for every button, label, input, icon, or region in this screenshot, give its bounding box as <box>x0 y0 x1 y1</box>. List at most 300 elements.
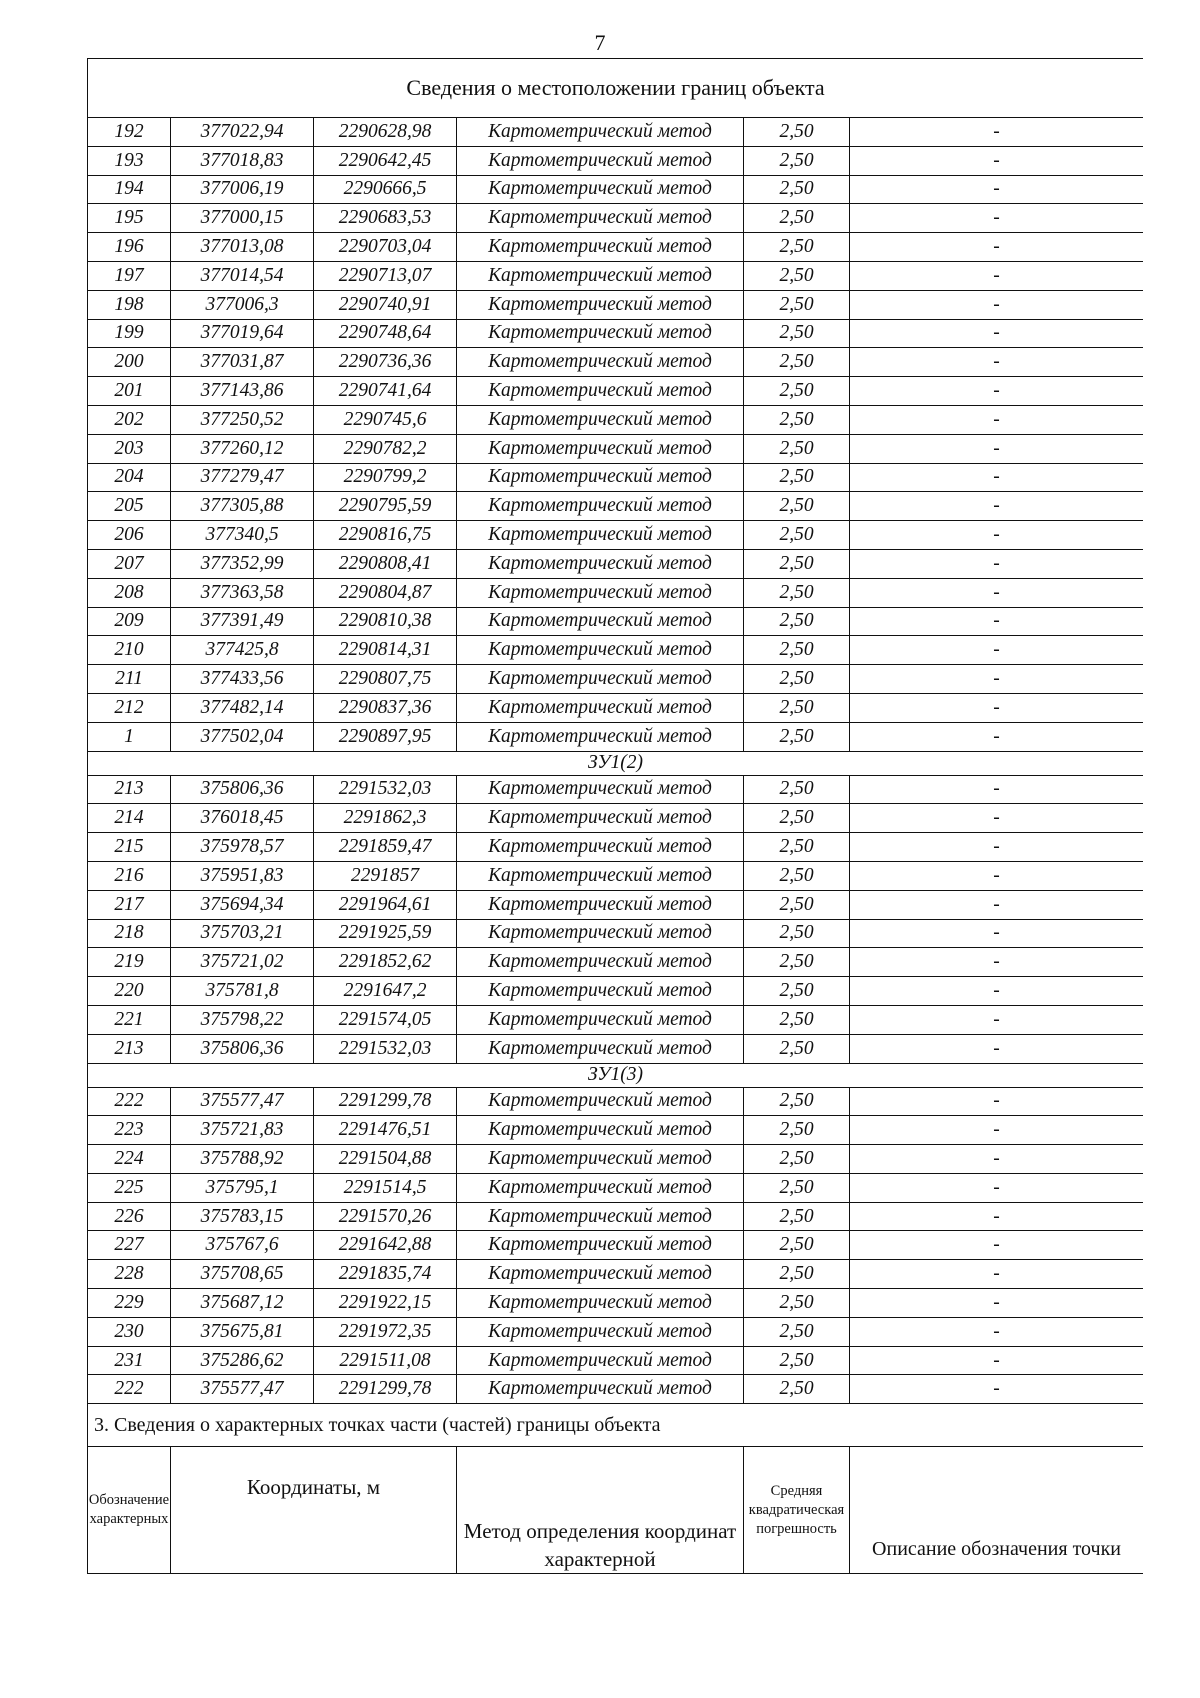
method-cell: Картометрический метод <box>457 233 744 262</box>
coord-y-cell: 2290808,41 <box>314 549 457 578</box>
coord-y-cell: 2290666,5 <box>314 175 457 204</box>
method-cell: Картометрический метод <box>457 492 744 521</box>
error-cell: 2,50 <box>744 348 850 377</box>
description-cell: - <box>850 1260 1144 1289</box>
error-cell: 2,50 <box>744 1260 850 1289</box>
table-row <box>88 233 1144 262</box>
coord-x-cell: 375703,21 <box>171 919 314 948</box>
point-id-cell: 225 <box>88 1173 171 1202</box>
coord-y-cell: 2291514,5 <box>314 1173 457 1202</box>
method-cell: Картометрический метод <box>457 919 744 948</box>
description-cell: - <box>850 175 1144 204</box>
description-cell: - <box>850 118 1144 147</box>
description-cell: - <box>850 919 1144 948</box>
error-cell: 2,50 <box>744 578 850 607</box>
coord-y-cell: 2290837,36 <box>314 693 457 722</box>
point-id-cell: 1 <box>88 722 171 751</box>
coord-x-cell: 375577,47 <box>171 1375 314 1404</box>
error-cell: 2,50 <box>744 377 850 406</box>
table-row <box>88 348 1144 377</box>
coord-x-cell: 377340,5 <box>171 521 314 550</box>
table-row <box>88 1005 1144 1034</box>
coord-y-cell: 2290897,95 <box>314 722 457 751</box>
description-cell: - <box>850 1087 1144 1116</box>
point-id-cell: 231 <box>88 1346 171 1375</box>
coord-y-cell: 2290814,31 <box>314 636 457 665</box>
point-id-cell: 208 <box>88 578 171 607</box>
error-cell: 2,50 <box>744 977 850 1006</box>
coord-x-cell: 377019,64 <box>171 319 314 348</box>
method-cell: Картометрический метод <box>457 463 744 492</box>
table-row <box>88 1116 1144 1145</box>
coord-x-cell: 377143,86 <box>171 377 314 406</box>
error-cell: 2,50 <box>744 233 850 262</box>
table-row <box>88 1034 1144 1063</box>
coord-y-cell: 2290782,2 <box>314 434 457 463</box>
point-id-cell: 223 <box>88 1116 171 1145</box>
coord-x-cell: 375767,6 <box>171 1231 314 1260</box>
coord-y-cell: 2290740,91 <box>314 290 457 319</box>
method-cell: Картометрический метод <box>457 722 744 751</box>
method-cell: Картометрический метод <box>457 607 744 636</box>
description-cell: - <box>850 861 1144 890</box>
table-row <box>88 948 1144 977</box>
coord-y-cell: 2291570,26 <box>314 1202 457 1231</box>
table-row <box>88 261 1144 290</box>
description-cell: - <box>850 146 1144 175</box>
description-cell: - <box>850 1289 1144 1318</box>
description-cell: - <box>850 693 1144 722</box>
coord-x-cell: 377363,58 <box>171 578 314 607</box>
method-cell: Картометрический метод <box>457 861 744 890</box>
designation-header: Обозначение характерных <box>88 1447 171 1574</box>
error-cell: 2,50 <box>744 175 850 204</box>
point-id-cell: 229 <box>88 1289 171 1318</box>
coord-x-cell: 377031,87 <box>171 348 314 377</box>
coord-y-cell: 2291642,88 <box>314 1231 457 1260</box>
error-cell: 2,50 <box>744 693 850 722</box>
table-row <box>88 204 1144 233</box>
coord-y-cell: 2291476,51 <box>314 1116 457 1145</box>
description-cell: - <box>850 1145 1144 1174</box>
error-cell: 2,50 <box>744 775 850 804</box>
method-cell: Картометрический метод <box>457 665 744 694</box>
description-cell: - <box>850 636 1144 665</box>
table-row <box>88 977 1144 1006</box>
method-cell: Картометрический метод <box>457 1289 744 1318</box>
description-cell: - <box>850 1173 1144 1202</box>
point-id-cell: 198 <box>88 290 171 319</box>
description-cell: - <box>850 1202 1144 1231</box>
point-id-cell: 204 <box>88 463 171 492</box>
description-cell: - <box>850 578 1144 607</box>
coord-y-cell: 2291299,78 <box>314 1087 457 1116</box>
method-cell: Картометрический метод <box>457 1116 744 1145</box>
point-id-cell: 217 <box>88 890 171 919</box>
table-row <box>88 665 1144 694</box>
method-cell: Картометрический метод <box>457 261 744 290</box>
table-row <box>88 693 1144 722</box>
point-id-cell: 222 <box>88 1087 171 1116</box>
coord-x-cell: 375694,34 <box>171 890 314 919</box>
coord-x-cell: 377006,3 <box>171 290 314 319</box>
point-id-cell: 227 <box>88 1231 171 1260</box>
description-cell: - <box>850 405 1144 434</box>
error-cell: 2,50 <box>744 146 850 175</box>
point-id-cell: 212 <box>88 693 171 722</box>
coord-x-cell: 375286,62 <box>171 1346 314 1375</box>
coord-x-cell: 375806,36 <box>171 775 314 804</box>
point-id-cell: 197 <box>88 261 171 290</box>
table-row <box>88 1346 1144 1375</box>
coord-y-cell: 2290795,59 <box>314 492 457 521</box>
table-title: Сведения о местоположении границ объекта <box>88 59 1144 118</box>
point-id-cell: 200 <box>88 348 171 377</box>
point-id-cell: 194 <box>88 175 171 204</box>
method-cell: Картометрический метод <box>457 1260 744 1289</box>
method-cell: Картометрический метод <box>457 1202 744 1231</box>
coord-y-cell: 2291964,61 <box>314 890 457 919</box>
point-id-cell: 195 <box>88 204 171 233</box>
description-cell: - <box>850 977 1144 1006</box>
coord-x-cell: 377022,94 <box>171 118 314 147</box>
method-cell: Картометрический метод <box>457 146 744 175</box>
table-row <box>88 549 1144 578</box>
coord-x-cell: 377000,15 <box>171 204 314 233</box>
method-cell: Картометрический метод <box>457 636 744 665</box>
section-title: 3. Сведения о характерных точках части (частей) границы объекта <box>88 1404 1144 1447</box>
method-cell: Картометрический метод <box>457 1034 744 1063</box>
point-id-cell: 214 <box>88 804 171 833</box>
table-row <box>88 1087 1144 1116</box>
method-cell: Картометрический метод <box>457 977 744 1006</box>
table-row <box>88 175 1144 204</box>
method-cell: Картометрический метод <box>457 1005 744 1034</box>
method-cell: Картометрический метод <box>457 1087 744 1116</box>
description-cell: - <box>850 434 1144 463</box>
boundary-table <box>87 58 1143 1574</box>
error-cell: 2,50 <box>744 319 850 348</box>
table-row <box>88 804 1144 833</box>
point-id-cell: 222 <box>88 1375 171 1404</box>
table-row <box>88 861 1144 890</box>
point-id-cell: 215 <box>88 833 171 862</box>
description-cell: - <box>850 890 1144 919</box>
table-row <box>88 636 1144 665</box>
point-id-cell: 205 <box>88 492 171 521</box>
coord-x-cell: 377250,52 <box>171 405 314 434</box>
table-row <box>88 146 1144 175</box>
error-cell: 2,50 <box>744 405 850 434</box>
point-id-cell: 226 <box>88 1202 171 1231</box>
coord-y-cell: 2290736,36 <box>314 348 457 377</box>
coord-x-cell: 375795,1 <box>171 1173 314 1202</box>
description-cell: - <box>850 1034 1144 1063</box>
method-cell: Картометрический метод <box>457 890 744 919</box>
coord-x-cell: 377482,14 <box>171 693 314 722</box>
coord-y-cell: 2290628,98 <box>314 118 457 147</box>
coord-y-cell: 2290713,07 <box>314 261 457 290</box>
error-cell: 2,50 <box>744 1034 850 1063</box>
error-cell: 2,50 <box>744 434 850 463</box>
group-header-row <box>88 751 1144 775</box>
coord-x-cell: 377305,88 <box>171 492 314 521</box>
coord-y-cell: 2291852,62 <box>314 948 457 977</box>
table-row <box>88 1317 1144 1346</box>
coord-y-cell: 2290683,53 <box>314 204 457 233</box>
coord-x-cell: 377013,08 <box>171 233 314 262</box>
error-cell: 2,50 <box>744 521 850 550</box>
coord-x-cell: 375783,15 <box>171 1202 314 1231</box>
method-cell: Картометрический метод <box>457 319 744 348</box>
point-id-cell: 193 <box>88 146 171 175</box>
error-cell: 2,50 <box>744 861 850 890</box>
error-cell: 2,50 <box>744 1375 850 1404</box>
table-row <box>88 377 1144 406</box>
method-cell: Картометрический метод <box>457 377 744 406</box>
error-cell: 2,50 <box>744 1202 850 1231</box>
table-row <box>88 890 1144 919</box>
point-id-cell: 209 <box>88 607 171 636</box>
description-cell: - <box>850 463 1144 492</box>
table-row <box>88 492 1144 521</box>
error-cell: 2,50 <box>744 1087 850 1116</box>
error-cell: 2,50 <box>744 1231 850 1260</box>
description-cell: - <box>850 233 1144 262</box>
coord-x-cell: 376018,45 <box>171 804 314 833</box>
group-label: ЗУ1(3) <box>88 1063 1144 1087</box>
error-cell: 2,50 <box>744 948 850 977</box>
table-row <box>88 919 1144 948</box>
coord-x-cell: 375675,81 <box>171 1317 314 1346</box>
error-cell: 2,50 <box>744 204 850 233</box>
error-cell: 2,50 <box>744 607 850 636</box>
point-id-cell: 206 <box>88 521 171 550</box>
description-cell: - <box>850 377 1144 406</box>
description-cell: - <box>850 1005 1144 1034</box>
method-cell: Картометрический метод <box>457 521 744 550</box>
coord-x-cell: 377279,47 <box>171 463 314 492</box>
table-row <box>88 607 1144 636</box>
coord-y-cell: 2291574,05 <box>314 1005 457 1034</box>
coord-y-cell: 2290748,64 <box>314 319 457 348</box>
section-title-row <box>88 1404 1144 1447</box>
coord-x-cell: 377018,83 <box>171 146 314 175</box>
description-cell: - <box>850 607 1144 636</box>
point-id-cell: 221 <box>88 1005 171 1034</box>
description-cell: - <box>850 319 1144 348</box>
coord-x-cell: 375721,83 <box>171 1116 314 1145</box>
point-id-cell: 199 <box>88 319 171 348</box>
method-cell: Картометрический метод <box>457 204 744 233</box>
method-cell: Картометрический метод <box>457 405 744 434</box>
point-id-cell: 220 <box>88 977 171 1006</box>
table-row <box>88 118 1144 147</box>
method-cell: Картометрический метод <box>457 578 744 607</box>
group-header-row <box>88 1063 1144 1087</box>
point-id-cell: 210 <box>88 636 171 665</box>
coord-y-cell: 2291504,88 <box>314 1145 457 1174</box>
coord-y-cell: 2290741,64 <box>314 377 457 406</box>
table-row <box>88 290 1144 319</box>
table-row <box>88 1231 1144 1260</box>
section3-header-row <box>88 1447 1144 1574</box>
coord-y-cell: 2291299,78 <box>314 1375 457 1404</box>
coord-x-cell: 375687,12 <box>171 1289 314 1318</box>
method-cell: Картометрический метод <box>457 775 744 804</box>
point-id-cell: 218 <box>88 919 171 948</box>
coord-y-cell: 2290642,45 <box>314 146 457 175</box>
coord-x-cell: 375788,92 <box>171 1145 314 1174</box>
point-id-cell: 211 <box>88 665 171 694</box>
table-row <box>88 722 1144 751</box>
coord-y-cell: 2290745,6 <box>314 405 457 434</box>
description-cell: - <box>850 261 1144 290</box>
method-cell: Картометрический метод <box>457 175 744 204</box>
coord-x-cell: 375798,22 <box>171 1005 314 1034</box>
description-header: Описание обозначения точки <box>850 1447 1144 1574</box>
table-row <box>88 1202 1144 1231</box>
method-cell: Картометрический метод <box>457 118 744 147</box>
coord-y-cell: 2291532,03 <box>314 1034 457 1063</box>
description-cell: - <box>850 722 1144 751</box>
coord-y-cell: 2291862,3 <box>314 804 457 833</box>
point-id-cell: 216 <box>88 861 171 890</box>
description-cell: - <box>850 665 1144 694</box>
method-cell: Картометрический метод <box>457 290 744 319</box>
table-row <box>88 1375 1144 1404</box>
error-cell: 2,50 <box>744 833 850 862</box>
method-cell: Картометрический метод <box>457 1231 744 1260</box>
coordinates-header: Координаты, м <box>171 1447 457 1574</box>
point-id-cell: 207 <box>88 549 171 578</box>
coord-x-cell: 377391,49 <box>171 607 314 636</box>
coord-y-cell: 2291511,08 <box>314 1346 457 1375</box>
point-id-cell: 213 <box>88 775 171 804</box>
coord-x-cell: 377014,54 <box>171 261 314 290</box>
error-cell: 2,50 <box>744 804 850 833</box>
coord-x-cell: 375708,65 <box>171 1260 314 1289</box>
error-cell: 2,50 <box>744 1005 850 1034</box>
table-title-row <box>88 59 1144 118</box>
method-cell: Картометрический метод <box>457 434 744 463</box>
description-cell: - <box>850 290 1144 319</box>
point-id-cell: 228 <box>88 1260 171 1289</box>
error-cell: 2,50 <box>744 261 850 290</box>
description-cell: - <box>850 833 1144 862</box>
description-cell: - <box>850 549 1144 578</box>
description-cell: - <box>850 1231 1144 1260</box>
description-cell: - <box>850 204 1144 233</box>
coord-x-cell: 375806,36 <box>171 1034 314 1063</box>
point-id-cell: 224 <box>88 1145 171 1174</box>
error-cell: 2,50 <box>744 290 850 319</box>
error-cell: 2,50 <box>744 1289 850 1318</box>
description-cell: - <box>850 948 1144 977</box>
coord-y-cell: 2291532,03 <box>314 775 457 804</box>
description-cell: - <box>850 1317 1144 1346</box>
page-number: 7 <box>594 30 606 55</box>
table-row <box>88 319 1144 348</box>
description-cell: - <box>850 1375 1144 1404</box>
method-cell: Картометрический метод <box>457 1317 744 1346</box>
coord-y-cell: 2291647,2 <box>314 977 457 1006</box>
coord-y-cell: 2291835,74 <box>314 1260 457 1289</box>
table-row <box>88 1145 1144 1174</box>
description-cell: - <box>850 804 1144 833</box>
method-header: Метод определения координат характерной <box>457 1447 744 1574</box>
error-cell: 2,50 <box>744 118 850 147</box>
coord-x-cell: 375978,57 <box>171 833 314 862</box>
coord-x-cell: 375951,83 <box>171 861 314 890</box>
description-cell: - <box>850 1346 1144 1375</box>
error-cell: 2,50 <box>744 1346 850 1375</box>
coord-y-cell: 2290799,2 <box>314 463 457 492</box>
table-row <box>88 463 1144 492</box>
coord-y-cell: 2290703,04 <box>314 233 457 262</box>
error-cell: 2,50 <box>744 1173 850 1202</box>
method-cell: Картометрический метод <box>457 348 744 377</box>
coord-y-cell: 2291857 <box>314 861 457 890</box>
method-cell: Картометрический метод <box>457 1346 744 1375</box>
coord-x-cell: 377433,56 <box>171 665 314 694</box>
description-cell: - <box>850 521 1144 550</box>
coord-x-cell: 377425,8 <box>171 636 314 665</box>
coord-y-cell: 2291922,15 <box>314 1289 457 1318</box>
coord-y-cell: 2290810,38 <box>314 607 457 636</box>
table-row <box>88 775 1144 804</box>
error-cell: 2,50 <box>744 492 850 521</box>
error-cell: 2,50 <box>744 1116 850 1145</box>
description-cell: - <box>850 775 1144 804</box>
group-label: ЗУ1(2) <box>88 751 1144 775</box>
error-cell: 2,50 <box>744 1145 850 1174</box>
method-cell: Картометрический метод <box>457 693 744 722</box>
coord-y-cell: 2291972,35 <box>314 1317 457 1346</box>
table-row <box>88 1260 1144 1289</box>
table-row <box>88 1173 1144 1202</box>
error-cell: 2,50 <box>744 890 850 919</box>
error-cell: 2,50 <box>744 549 850 578</box>
error-cell: 2,50 <box>744 1317 850 1346</box>
error-cell: 2,50 <box>744 665 850 694</box>
coord-x-cell: 375781,8 <box>171 977 314 1006</box>
method-cell: Картометрический метод <box>457 948 744 977</box>
point-id-cell: 203 <box>88 434 171 463</box>
coord-x-cell: 377352,99 <box>171 549 314 578</box>
coord-x-cell: 375721,02 <box>171 948 314 977</box>
description-cell: - <box>850 492 1144 521</box>
coord-x-cell: 377006,19 <box>171 175 314 204</box>
table-row <box>88 578 1144 607</box>
method-cell: Картометрический метод <box>457 549 744 578</box>
point-id-cell: 201 <box>88 377 171 406</box>
method-cell: Картометрический метод <box>457 1145 744 1174</box>
table-row <box>88 1289 1144 1318</box>
coord-y-cell: 2291925,59 <box>314 919 457 948</box>
table-row <box>88 833 1144 862</box>
error-cell: 2,50 <box>744 919 850 948</box>
coord-x-cell: 377502,04 <box>171 722 314 751</box>
point-id-cell: 219 <box>88 948 171 977</box>
point-id-cell: 196 <box>88 233 171 262</box>
method-cell: Картометрический метод <box>457 1375 744 1404</box>
error-cell: 2,50 <box>744 463 850 492</box>
method-cell: Картометрический метод <box>457 1173 744 1202</box>
description-cell: - <box>850 348 1144 377</box>
coord-y-cell: 2290816,75 <box>314 521 457 550</box>
coord-y-cell: 2290807,75 <box>314 665 457 694</box>
